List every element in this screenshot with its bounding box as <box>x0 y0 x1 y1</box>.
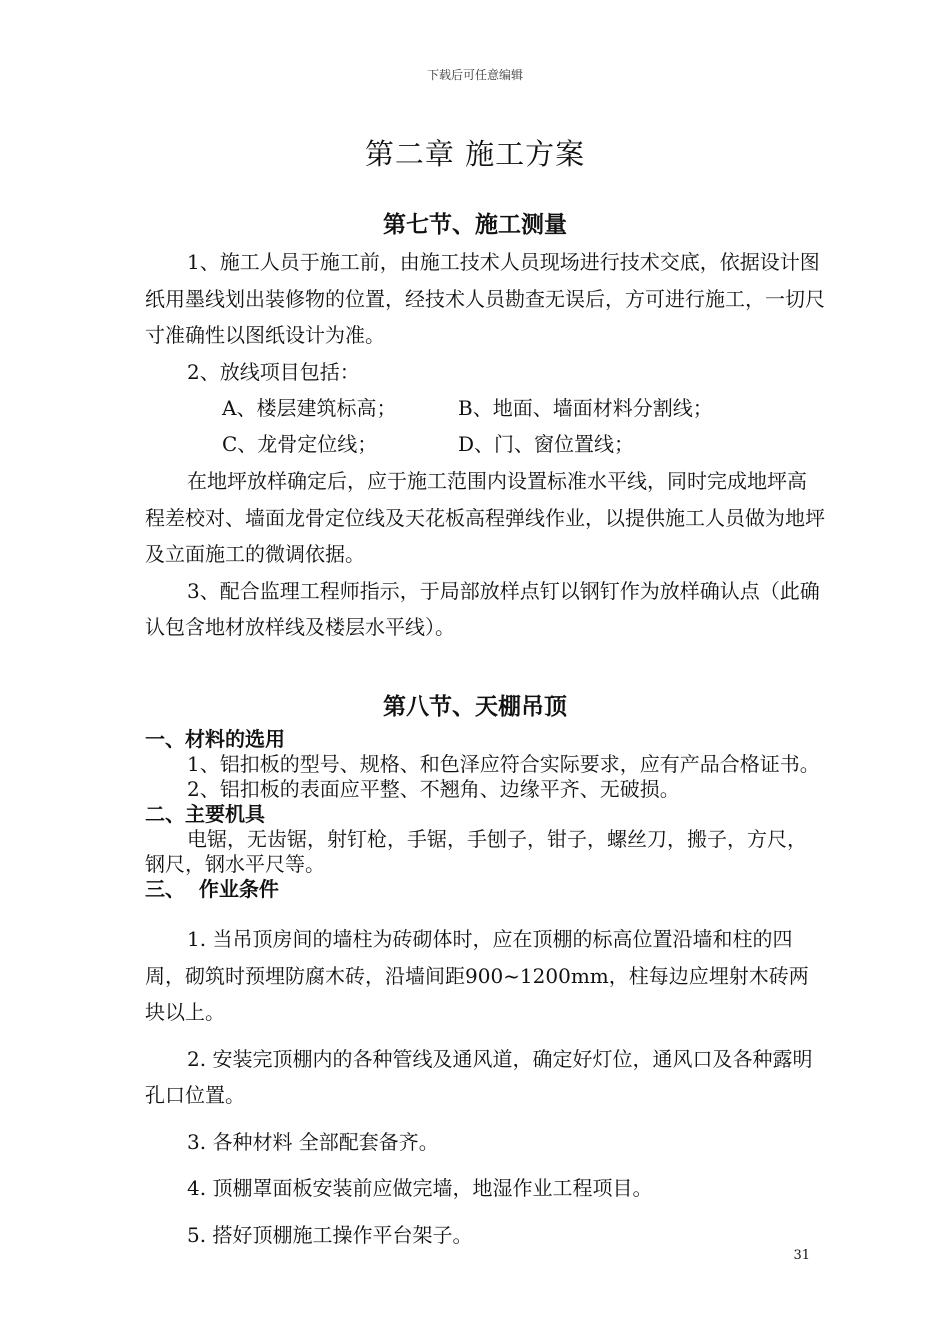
tools-heading: 二、主要机具 <box>145 802 265 826</box>
section7-body-bottom <box>145 463 825 646</box>
materials-para2: 2、铝扣板的表面应平整、不翘角、边缘平齐、无破损。 <box>187 777 680 801</box>
section8-title: 第八节、天棚吊顶 <box>383 694 567 720</box>
materials-para1: 1、铝扣板的型号、规格、和色泽应符合实际要求，应有产品合格证书。 <box>187 752 820 776</box>
conditions-para4: 4. 顶棚罩面板安装前应做完墙，地湿作业工程项目。 <box>187 1176 653 1200</box>
section7-para4: 3、配合监理工程师指示，于局部放样点钉以钢钉作为放样确认点（此确认包含地材放样线及楼层水平线）。 <box>145 578 820 639</box>
page-number: 31 <box>793 1248 810 1263</box>
tools-para1: 电锯，无齿锯，射钉枪，手锯，手刨子，钳子，螺丝刀，搬子，方尺，钢尺，钢水平尺等。 <box>145 827 807 876</box>
conditions-para2: 2. 安装完顶棚内的各种管线及通风道，确定好灯位，通风口及各种露明孔口位置。 <box>145 1046 813 1107</box>
chapter-title: 第二章 施工方案 <box>364 137 586 171</box>
conditions-para3: 3. 各种材料 全部配套备齐。 <box>187 1129 439 1154</box>
conditions-para5: 5. 搭好顶棚施工操作平台架子。 <box>187 1222 473 1247</box>
section7-body-top <box>145 244 825 390</box>
survey-item-c: C、龙骨定位线； <box>222 432 378 456</box>
section7-title: 第七节、施工测量 <box>383 212 567 238</box>
section7-para3: 在地坪放样确定后，应于施工范围内设置标准水平线，同时完成地坪高程差校对、墙面龙骨定位线及天花板高程弹线作业，以提供施工人员做为地坪及立面施工的微调依据。 <box>145 469 825 566</box>
materials-heading: 一、材料的选用 <box>145 727 285 751</box>
conditions-heading: 三、 作业条件 <box>145 877 279 901</box>
conditions-para1: 1. 当吊顶房间的墙柱为砖砌体时，应在顶棚的标高位置沿墙和柱的四周，砌筑时预埋防腐木砖，沿墙间距900~1200mm，柱每边应埋射木砖两块以上。 <box>145 927 809 1024</box>
section8-body-top <box>145 727 825 902</box>
survey-item-d: D、门、窗位置线； <box>458 432 635 456</box>
header-note: 下载后可任意编辑 <box>426 68 523 82</box>
survey-item-a: A、楼层建筑标高； <box>222 396 397 420</box>
survey-item-b: B、地面、墙面材料分割线； <box>458 396 713 420</box>
section7-para1: 1、施工人员于施工前，由施工技术人员现场进行技术交底，依据设计图纸用墨线划出装修物的位置，经技术人员勘查无误后，方可进行施工，一切尺寸准确性以图纸设计为准。 <box>145 250 825 347</box>
section8-body-bottom <box>145 921 825 1253</box>
section7-para2: 2、放线项目包括： <box>187 359 360 384</box>
